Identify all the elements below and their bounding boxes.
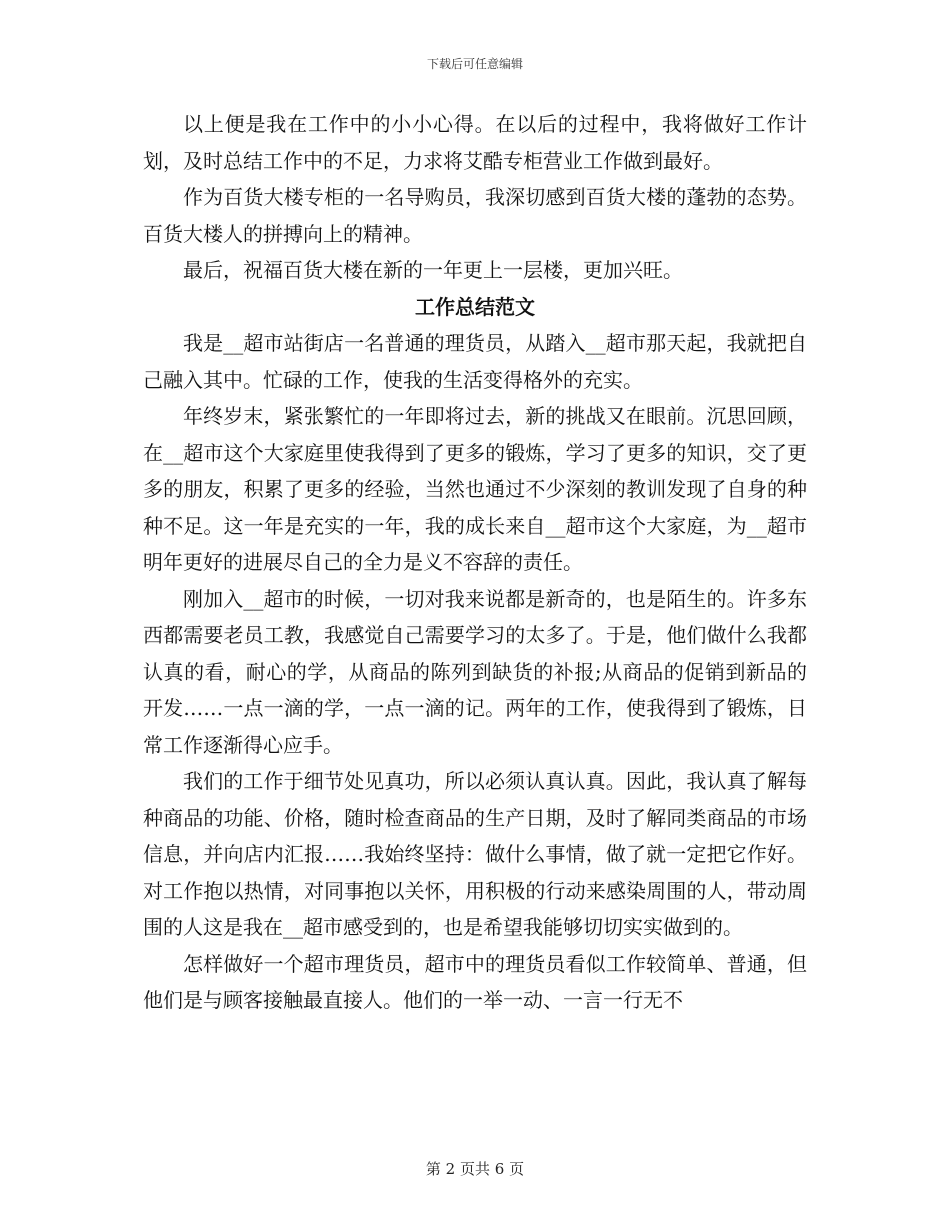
paragraph: 我们的工作于细节处见真功，所以必须认真认真。因此，我认真了解每种商品的功能、价格，随时检查商品的生产日期，及时了解同类商品的市场信息，并向店内汇报……我始终坚持：做什么事情，做了就一定把它作好。对工作抱以热情，对同事抱以关怀，用积极的行动来感染周围的人，带动周围的人这是我在__超市感受到的，也是希望我能够切切实实做到的。 <box>143 769 807 939</box>
paragraph: 以上便是我在工作中的小小心得。在以后的过程中，我将做好工作计划，及时总结工作中的不足，力求将艾酷专柜营业工作做到最好。 <box>143 112 807 173</box>
paragraph: 年终岁末，紧张繁忙的一年即将过去，新的挑战又在眼前。沉思回顾，在__超市这个大家庭里使我得到了更多的锻炼，学习了更多的知识，交了更多的朋友，积累了更多的经验，当然也通过不少深刻的教训发现了自身的种种不足。这一年是充实的一年，我的成长来自__超市这个大家庭，为__超市明年更好的进展尽自己的全力是义不容辞的责任。 <box>143 404 807 574</box>
page-number: 第 2 页共 6 页 <box>425 1160 525 1178</box>
paragraph: 刚加入__超市的时候，一切对我来说都是新奇的，也是陌生的。许多东西都需要老员工教，我感觉自己需要学习的太多了。于是，他们做什么我都认真的看，耐心的学，从商品的陈列到缺货的补报;从商品的促销到新品的开发……一点一滴的学，一点一滴的记。两年的工作，使我得到了锻炼，日常工作逐渐得心应手。 <box>143 586 807 757</box>
section-title: 工作总结范文 <box>415 294 535 319</box>
paragraph: 怎样做好一个超市理货员，超市中的理货员看似工作较简单、普通，但他们是与顾客接触最直接人。他们的一举一动、一言一行无不 <box>143 951 807 1012</box>
paragraph: 我是__超市站街店一名普通的理货员，从踏入__超市那天起，我就把自己融入其中。忙碌的工作，使我的生活变得格外的充实。 <box>143 331 807 392</box>
paragraph: 最后，祝福百货大楼在新的一年更上一层楼，更加兴旺。 <box>183 258 683 282</box>
paragraph: 作为百货大楼专柜的一名导购员，我深切感到百货大楼的蓬勃的态势。百货大楼人的拼搏向上的精神。 <box>143 185 807 246</box>
page-header-note: 下载后可任意编辑 <box>426 57 523 71</box>
document-body <box>143 106 807 1019</box>
